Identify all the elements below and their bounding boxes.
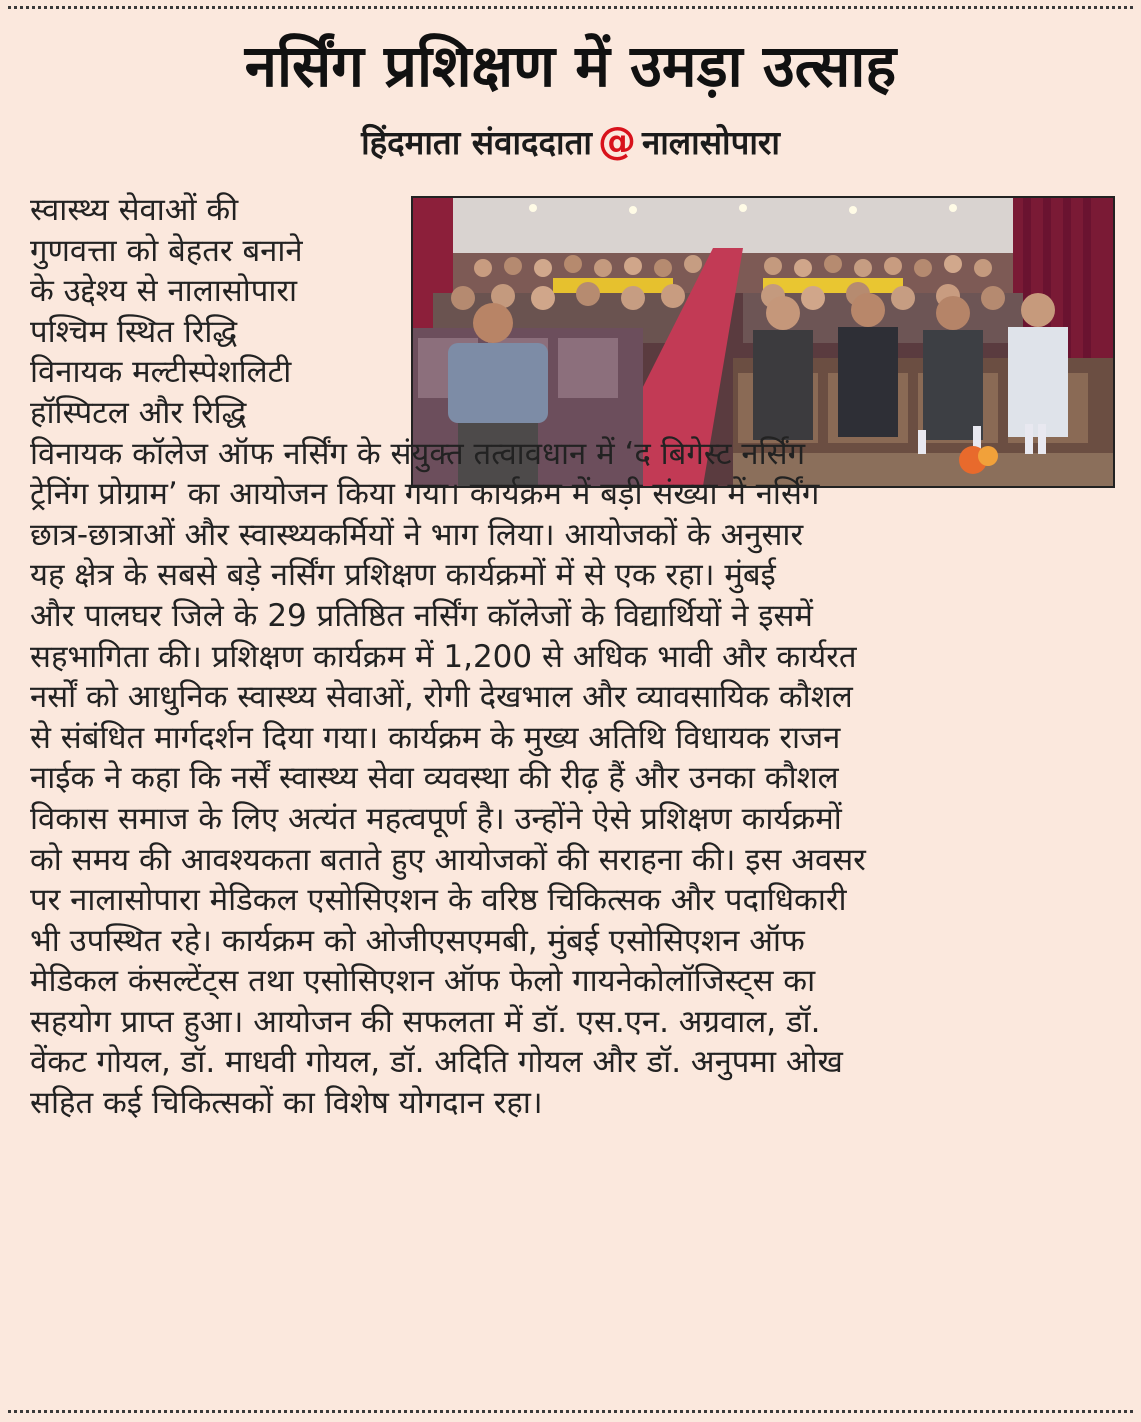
article-line: स्वास्थ्य सेवाओं की — [30, 192, 239, 228]
byline — [0, 116, 1141, 168]
article-line: छात्र-छात्राओं और स्वास्थ्यकर्मियों ने भाग लिया। आयोजकों के अनुसार — [30, 516, 804, 553]
article-line: सहित कई चिकित्सकों का विशेष योगदान रहा। — [30, 1085, 543, 1122]
article-line: को समय की आवश्यकता बताते हुए आयोजकों की सराहना की। इस अवसर — [30, 841, 866, 878]
article-line: सहभागिता की। प्रशिक्षण कार्यक्रम में 1,200 से अधिक भावी और कार्यरत — [30, 638, 857, 675]
article-line: भी उपस्थित रहे। कार्यक्रम को ओजीएसएमबी, मुंबई एसोसिएशन ऑफ — [30, 922, 805, 959]
article-line: यह क्षेत्र के सबसे बड़े नर्सिंग प्रशिक्षण कार्यक्रमों में से एक रहा। मुंबई — [30, 557, 776, 594]
article-line: नर्सों को आधुनिक स्वास्थ्य सेवाओं, रोगी देखभाल और व्यावसायिक कौशल — [30, 679, 853, 716]
headline: नर्सिंग प्रशिक्षण में उमड़ा उत्साह — [244, 32, 897, 100]
article-line: गुणवत्ता को बेहतर बनाने — [30, 232, 303, 269]
article-line: मेडिकल कंसल्टेंट्स तथा एसोसिएशन ऑफ फेलो गायनेकोलॉजिस्ट्स का — [30, 963, 816, 1000]
article-line: के उद्देश्य से नालासोपारा — [30, 273, 298, 310]
article-line: पर नालासोपारा मेडिकल एसोसिएशन के वरिष्ठ चिकित्सक और पदाधिकारी — [30, 882, 847, 919]
article-line: सहयोग प्राप्त हुआ। आयोजन की सफलता में डॉ. एस.एन. अग्रवाल, डॉ. — [30, 1003, 821, 1040]
article-line: वेंकट गोयल, डॉ. माधवी गोयल, डॉ. अदिति गोयल और डॉ. अनुपमा ओख — [30, 1044, 843, 1081]
article-line: नाईक ने कहा कि नर्सें स्वास्थ्य सेवा व्यवस्था की रीढ़ हैं और उनका कौशल — [30, 760, 839, 797]
article-line: ट्रेनिंग प्रोग्राम’ का आयोजन किया गया। कार्यक्रम में बड़ी संख्या में नर्सिंग — [30, 476, 820, 513]
byline-place: नालासोपारा — [641, 123, 780, 162]
article-body — [30, 190, 1115, 1124]
article-line: और पालघर जिले के 29 प्रतिष्ठित नर्सिंग कॉलेजों के विद्यार्थियों ने इसमें — [30, 597, 813, 634]
article-line: विकास समाज के लिए अत्यंत महत्वपूर्ण है। उन्होंने ऐसे प्रशिक्षण कार्यक्रमों — [30, 800, 842, 837]
top-dotted-border — [8, 6, 1133, 9]
article-line: से संबंधित मार्गदर्शन दिया गया। कार्यक्रम के मुख्य अतिथि विधायक राजन — [30, 719, 841, 756]
byline-at-sign: @ — [597, 119, 636, 163]
article-line: विनायक मल्टीस्पेशलिटी — [30, 354, 292, 391]
article-line: हॉस्पिटल और रिद्धि — [30, 394, 247, 431]
byline-reporter: हिंदमाता संवाददाता — [361, 123, 592, 162]
article-line: पश्चिम स्थित रिद्धि — [30, 313, 238, 350]
article-line: विनायक कॉलेज ऑफ नर्सिंग के संयुक्त तत्वावधान में ‘द बिगेस्ट नर्सिंग — [30, 435, 806, 472]
bottom-dotted-border — [8, 1410, 1133, 1413]
